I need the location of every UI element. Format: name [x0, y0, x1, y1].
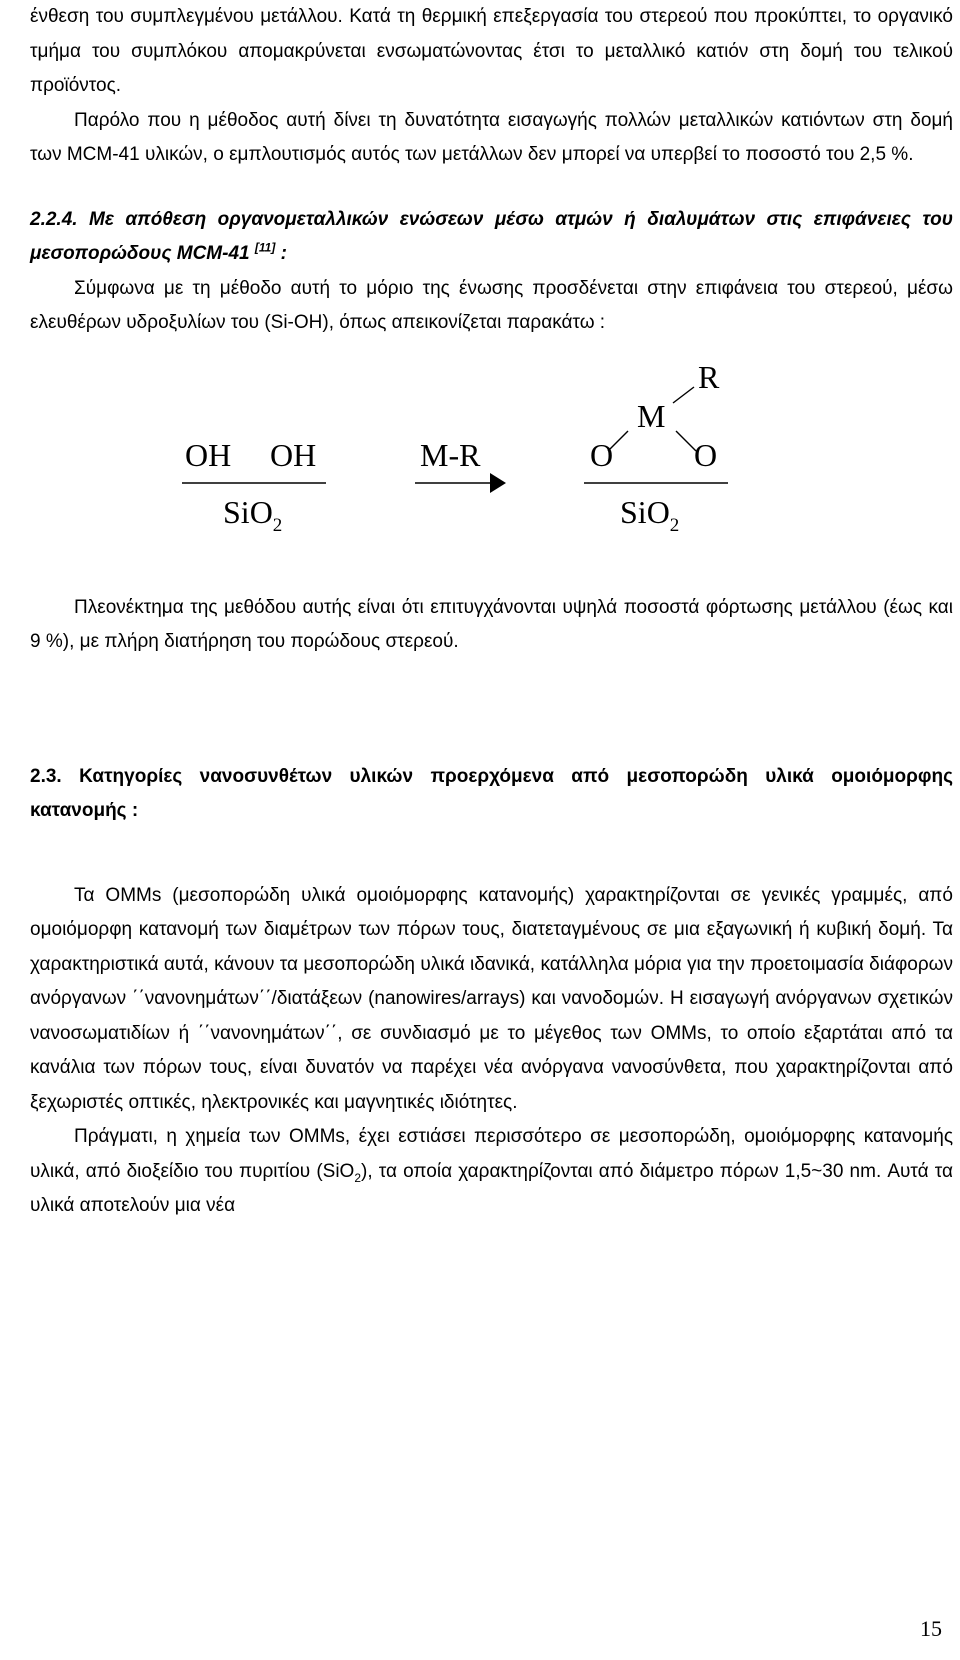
reaction-arrow-head: [490, 473, 506, 493]
section-heading-2-3: 2.3. Κατηγορίες νανοσυνθέτων υλικών προερχόμενα από μεσοπορώδη υλικά ομοιόμορφης κατανομής :: [30, 765, 953, 821]
right-oxygen-2: O: [694, 436, 718, 473]
spacer: [30, 173, 953, 203]
document-page: [30, 0, 953, 1224]
right-metal-m: M: [637, 397, 666, 434]
right-silica-label: SiO$_2$: [620, 493, 680, 536]
paragraph-mcm41-limit: Παρόλο που η μέθοδος αυτή δίνει τη δυνατότητα εισαγωγής πολλών μεταλλικών κατιόντων στη δομή των MCM-41 υλικών, ο εμπλουτισμός αυτός των μετάλλων δεν μπορεί να υπερβεί το ποσοστό του 2,5 %.: [30, 109, 953, 165]
section-heading-2-2-4: [30, 203, 953, 272]
bond-m-o-right: [676, 431, 696, 451]
paragraph-method-advantage: Πλεονέκτημα της μεθόδου αυτής είναι ότι επιτυγχάνονται υψηλά ποσοστά φόρτωσης μετάλλου (έως και 9 %), με πλήρη διατήρηση του πορώδους στερεού.: [30, 596, 953, 652]
right-oxygen-1: O: [590, 436, 614, 473]
citation-ref: [11]: [254, 240, 276, 255]
heading-text: 2.2.4. Με απόθεση οργανομεταλλικών ενώσεων μέσω ατμών ή διαλυμάτων στις επιφάνειες του μεσοπορώδους MCM-41: [30, 208, 953, 264]
paragraph-method-description: Σύμφωνα με τη μέθοδο αυτή το μόριο της ένωσης προσδένεται στην επιφάνεια του στερεού, μέσω ελευθέρων υδροξυλίων του (Si-OH), όπως απεικονίζεται παρακάτω :: [30, 277, 953, 333]
page-number: 15: [920, 1616, 942, 1641]
reaction-scheme: [30, 341, 953, 591]
spacer: [30, 660, 953, 760]
left-silica-label: SiO$_2$: [223, 493, 283, 536]
paragraph-metal-complex: ένθεση του συμπλεγμένου μετάλλου. Κατά τη θερμική επεξεργασία του στερεού που προκύπτει, το οργανικό τμήμα του συμπλόκου απομακρύνεται ενσωματώνοντας έτσι το μεταλλικό κατιόν στη δομή του τελικού προϊόντος.: [30, 6, 953, 96]
subscript-2: 2: [354, 1170, 362, 1185]
spacer: [30, 829, 953, 879]
paragraph-omms-characteristics: Τα OMMs (μεσοπορώδη υλικά ομοιόμορφης κατανομής) χαρακτηρίζονται σε γενικές γραμμές, από ομοιόμορφη κατανομή των διαμέτρων των πόρων τους, διατεταγμένους σε μια εξαγωνική ή κυβική δομή. Τα χαρακτηριστικά αυτά, κάνουν τα μεσοπορώδη υλικά ιδανικά, κατάλληλα μόρια για την προετοιμασία διάφορων ανόργανων ΄΄νανονημάτων΄΄/διατάξεων (nanowires/arrays) και νανοδομών. Η εισαγωγή ανόργανων σχετικών νανοσωματιδίων ή ΄΄νανονημάτων΄΄, σε συνδιασμό με το μέγεθος των OMMs, το οποίο εξαρτάται από τα κανάλια των πόρων τους, είναι δυνατόν να παρέχει νέα ανόργανα νανοσύνθετα, που χαρακτηρίζονται από ξεχωριστές οπτικές, ηλεκτρονικές και μαγνητικές ιδιότητες.: [30, 884, 953, 1113]
reagent-label: M-R: [420, 436, 481, 473]
left-hydroxyl-1: OH: [185, 436, 232, 473]
bond-m-r: [673, 387, 694, 403]
paragraph-omms-chemistry: Πράγματι, η χημεία των OMMs, έχει εστιάσει περισσότερο σε μεσοπορώδη, ομοιόμορφης κατανομής υλικά, από διοξείδιο του πυριτίου (SiO$_2$), τα οποία χαρακτηρίζονται από διάμετρο πόρων 1,5~30 nm. Αυτά τα υλικά αποτελούν μια νέα: [30, 1126, 954, 1216]
heading-colon: :: [275, 243, 287, 264]
left-hydroxyl-2: OH: [270, 436, 317, 473]
right-ligand-r: R: [698, 358, 720, 395]
reaction-scheme-svg: [30, 341, 953, 591]
